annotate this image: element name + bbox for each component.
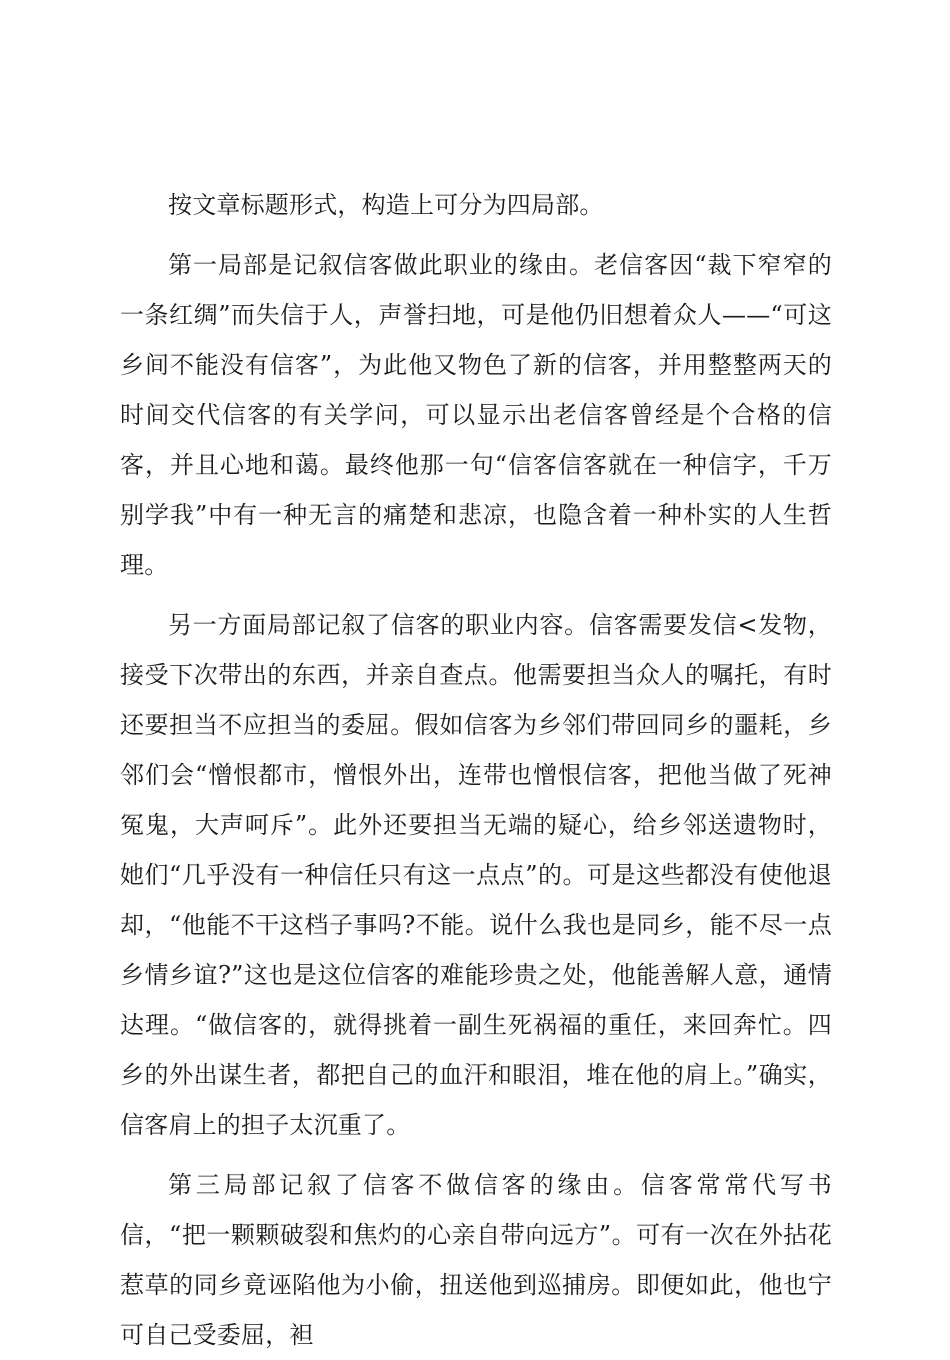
paragraph-intro: 按文章标题形式，构造上可分为四局部。 bbox=[168, 191, 604, 219]
document-body bbox=[120, 180, 832, 1360]
paragraph-part-one: 第一局部是记叙信客做此职业的缘由。老信客因“裁下窄窄的一条红绸”而失信于人，声誉扫地，可是他仍旧想着众人——“可这乡间不能没有信客”，为此他又物色了新的信客，并用整整两天的时间交代信客的有关学问，可以显示出老信客曾经是个合格的信客，并且心地和蔼。最终他那一句“信客信客就在一种信字，千万别学我”中有一种无言的痛楚和悲凉，也隐含着一种朴实的人生哲理。 bbox=[120, 251, 832, 579]
paragraph-part-three: 第三局部记叙了信客不做信客的缘由。信客常常代写书信，“把一颗颗破裂和焦灼的心亲自带向远方”。可有一次在外拈花惹草的同乡竟诬陷他为小偷，扭送他到巡捕房。即便如此，他也宁可自己受委屈，袒 bbox=[120, 1171, 832, 1349]
paragraph-part-two: 另一方面局部记叙了信客的职业内容。信客需要发信<发物，接受下次带出的东西，并亲自查点。他需要担当众人的嘱托，有时还要担当不应担当的委屈。假如信客为乡邻们带回同乡的噩耗，乡邻们会“憎恨都市，憎恨外出，连带也憎恨信客，把他当做了死神冤鬼，大声呵斥”。此外还要担当无端的疑心，给乡邻送遗物时，她们“几乎没有一种信任只有这一点点”的。可是这些都没有使他退却，“他能不干这档子事吗?不能。说什么我也是同乡，能不尽一点乡情乡谊?”这也是这位信客的难能珍贵之处，他能善解人意，通情达理。“做信客的，就得挑着一副生死祸福的重任，来回奔忙。四乡的外出谋生者，都把自己的血汗和眼泪，堆在他的肩上。”确实，信客肩上的担子太沉重了。 bbox=[120, 611, 832, 1139]
